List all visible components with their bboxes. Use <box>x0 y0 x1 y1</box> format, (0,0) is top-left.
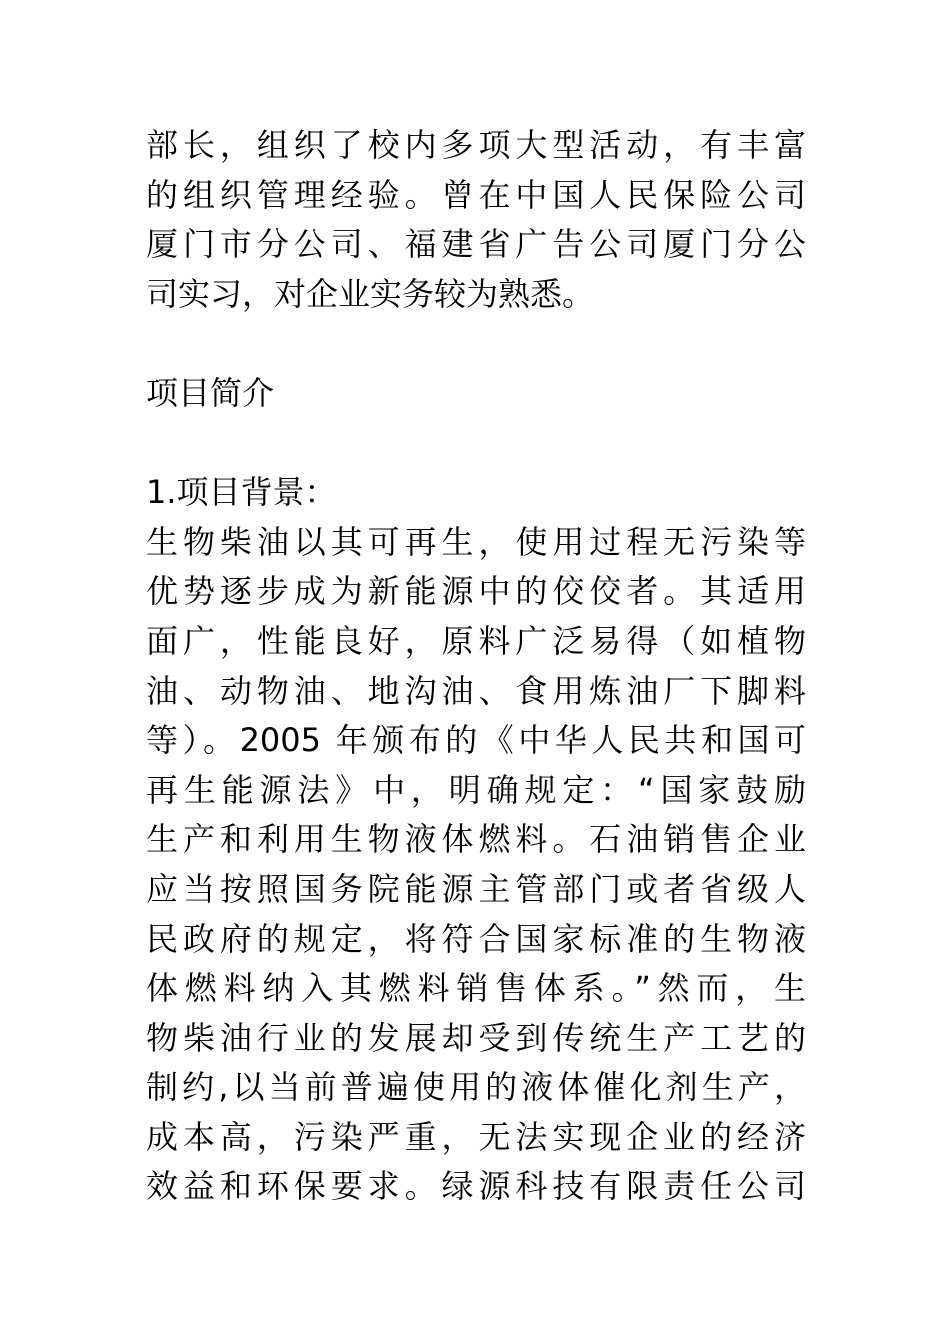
text-line: 的组织管理经验。曾在中国人民保险公司 <box>146 175 806 214</box>
text-line: 等）。2005 年颁布的《中华人民共和国可 <box>146 721 806 760</box>
text-line: 成本高，污染严重，无法实现企业的经济 <box>146 1117 806 1156</box>
text-line: 体燃料纳入其燃料销售体系。”然而，生 <box>146 969 806 1008</box>
intro-paragraph <box>146 121 806 319</box>
text-line: 效益和环保要求。绿源科技有限责任公司 <box>146 1167 806 1206</box>
text-line: 部长，组织了校内多项大型活动，有丰富 <box>146 126 806 164</box>
text-line: 油、动物油、地沟油、食用炼油厂下脚料 <box>146 671 806 710</box>
text-line: 应当按照国务院能源主管部门或者省级人 <box>146 869 806 908</box>
text-line: 民政府的规定，将符合国家标准的生物液 <box>146 919 806 958</box>
section-heading: 项目简介 <box>146 373 275 412</box>
text-line: 物柴油行业的发展却受到传统生产工艺的 <box>146 1018 806 1057</box>
subsection-heading: 1.项目背景： <box>146 473 337 512</box>
text-line: 厦门市分公司、福建省广告公司厦门分公 <box>146 225 806 264</box>
text-line: 生物柴油以其可再生，使用过程无污染等 <box>146 522 806 561</box>
text-line: 面广，性能良好，原料广泛易得（如植物 <box>146 621 806 660</box>
text-line: 司实习，对企业实务较为熟悉。 <box>146 274 595 313</box>
text-line: 制约,以当前普遍使用的液体催化剂生产， <box>146 1068 806 1107</box>
background-paragraph <box>146 518 806 1212</box>
document-page <box>146 121 806 1212</box>
text-line: 优势逐步成为新能源中的佼佼者。其适用 <box>146 572 806 611</box>
text-line: 生产和利用生物液体燃料。石油销售企业 <box>146 820 806 859</box>
text-line: 再生能源法》中，明确规定：“国家鼓励 <box>146 770 806 809</box>
